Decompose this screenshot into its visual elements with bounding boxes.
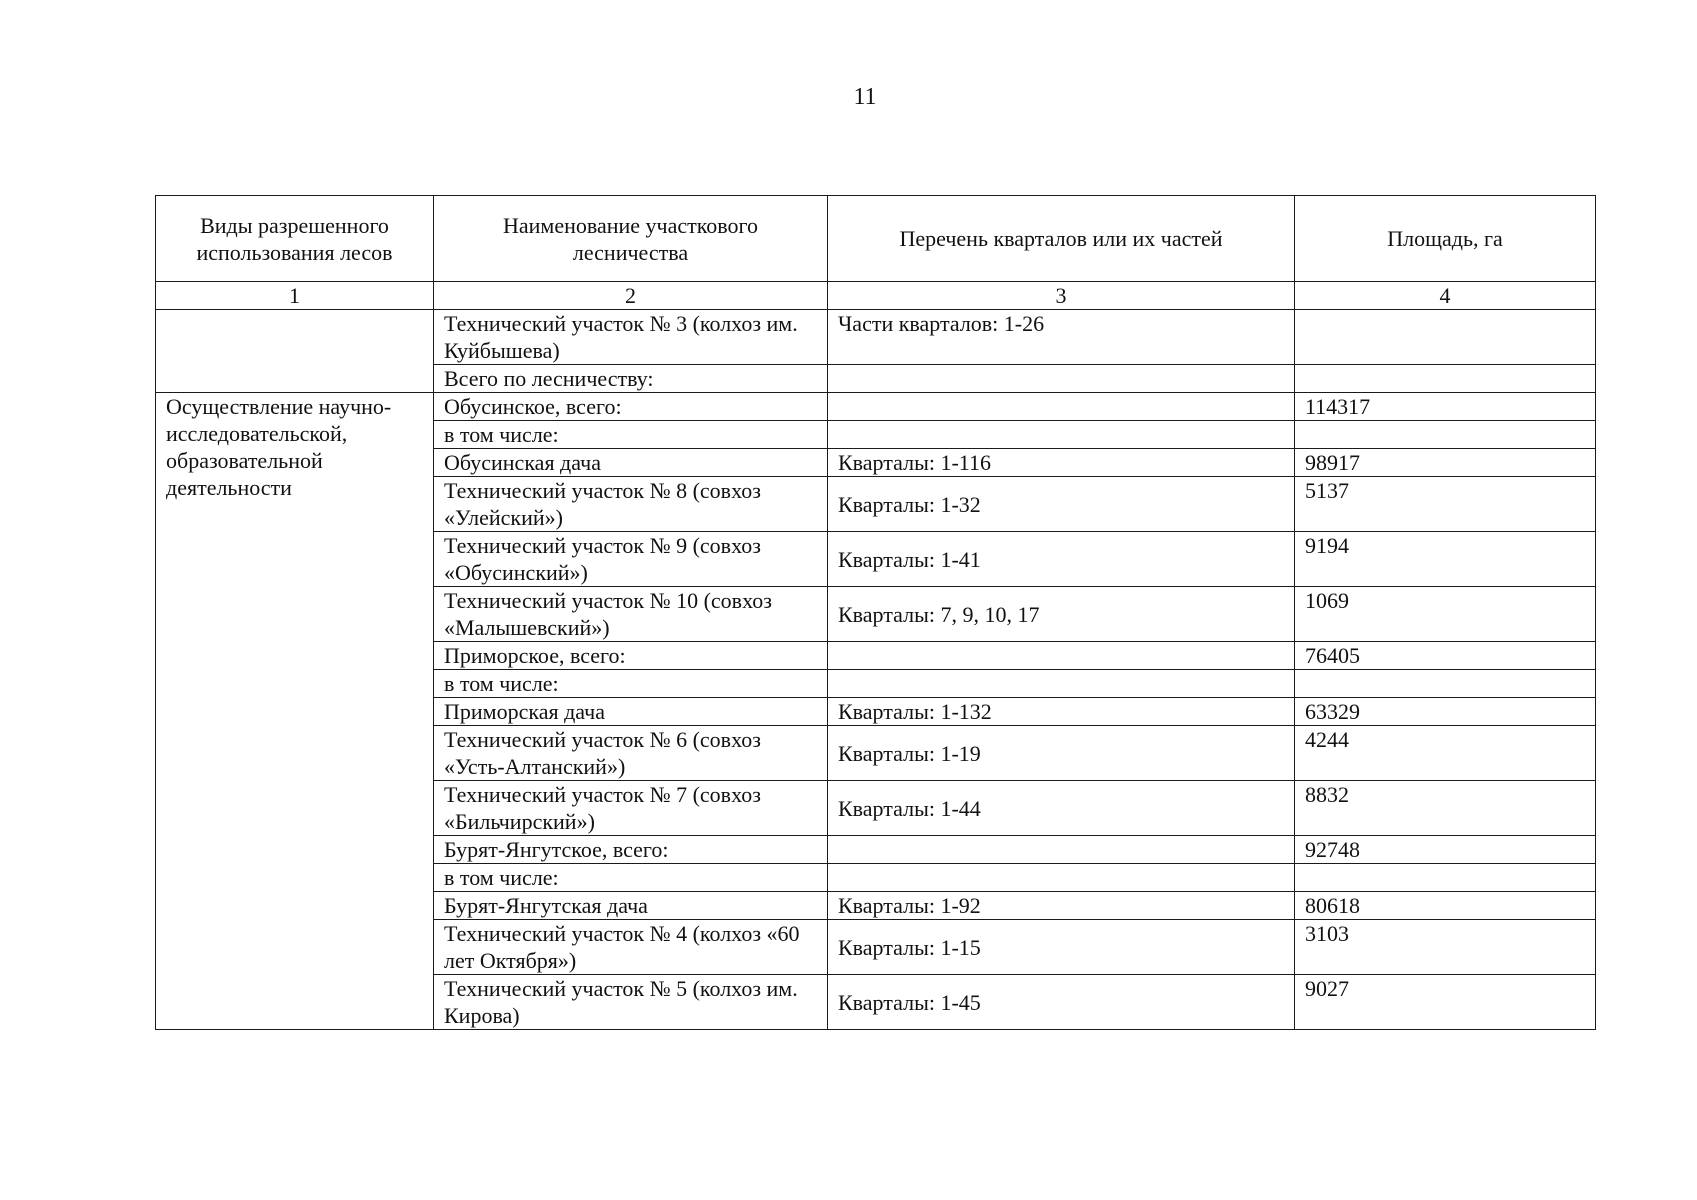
area-cell (1295, 421, 1596, 449)
forestry-name-cell: Бурят-Янгутское, всего: (434, 836, 828, 864)
area-cell: 80618 (1295, 892, 1596, 920)
quarters-cell: Кварталы: 1-92 (828, 892, 1295, 920)
forestry-name-cell: в том числе: (434, 670, 828, 698)
forestry-name-cell: в том числе: (434, 421, 828, 449)
area-cell: 63329 (1295, 698, 1596, 726)
header-usage-type: Виды разрешенного использования лесов (156, 196, 434, 282)
forestry-name-cell: Технический участок № 3 (колхоз им. Куйбышева) (434, 310, 828, 365)
quarters-cell: Кварталы: 1-19 (828, 726, 1295, 781)
area-cell (1295, 864, 1596, 892)
area-cell: 92748 (1295, 836, 1596, 864)
quarters-cell (828, 393, 1295, 421)
area-cell: 4244 (1295, 726, 1596, 781)
area-cell: 76405 (1295, 642, 1596, 670)
forestry-name-cell: Технический участок № 4 (колхоз «60 лет Октября») (434, 920, 828, 975)
table-header-row (156, 196, 1596, 282)
column-number: 3 (828, 282, 1295, 310)
area-cell (1295, 670, 1596, 698)
forestry-name-cell: Технический участок № 8 (совхоз «Улейский») (434, 477, 828, 532)
header-area: Площадь, га (1295, 196, 1596, 282)
quarters-cell: Части кварталов: 1-26 (828, 310, 1295, 365)
area-cell: 3103 (1295, 920, 1596, 975)
forestry-name-cell: Технический участок № 10 (совхоз «Малышевский») (434, 587, 828, 642)
quarters-cell: Кварталы: 1-45 (828, 975, 1295, 1030)
quarters-cell (828, 670, 1295, 698)
area-cell (1295, 310, 1596, 365)
quarters-cell (828, 642, 1295, 670)
quarters-cell (828, 421, 1295, 449)
column-number: 4 (1295, 282, 1596, 310)
usage-type-cell: Осуществление научно-исследовательской, образовательной деятельности (156, 393, 434, 1030)
usage-type-cell-empty (156, 310, 434, 393)
forestry-name-cell: Обусинское, всего: (434, 393, 828, 421)
area-cell: 98917 (1295, 449, 1596, 477)
header-forestry-name: Наименование участкового лесничества (434, 196, 828, 282)
quarters-cell: Кварталы: 1-32 (828, 477, 1295, 532)
column-number-row (156, 282, 1596, 310)
forestry-name-cell: Технический участок № 5 (колхоз им. Кирова) (434, 975, 828, 1030)
quarters-cell (828, 836, 1295, 864)
quarters-cell (828, 864, 1295, 892)
forestry-name-cell: Технический участок № 6 (совхоз «Усть-Алтанский») (434, 726, 828, 781)
area-cell: 9027 (1295, 975, 1596, 1030)
page-number: 11 (853, 84, 877, 110)
forestry-name-cell: Технический участок № 9 (совхоз «Обусинский») (434, 532, 828, 587)
forest-usage-table (155, 195, 1596, 1030)
area-cell: 114317 (1295, 393, 1596, 421)
header-quarters: Перечень кварталов или их частей (828, 196, 1295, 282)
area-cell: 8832 (1295, 781, 1596, 836)
area-cell (1295, 365, 1596, 393)
forestry-name-cell: Всего по лесничеству: (434, 365, 828, 393)
quarters-cell: Кварталы: 1-15 (828, 920, 1295, 975)
column-number: 1 (156, 282, 434, 310)
forestry-name-cell: Приморское, всего: (434, 642, 828, 670)
column-number: 2 (434, 282, 828, 310)
quarters-cell: Кварталы: 1-116 (828, 449, 1295, 477)
quarters-cell (828, 365, 1295, 393)
quarters-cell: Кварталы: 1-44 (828, 781, 1295, 836)
area-cell: 1069 (1295, 587, 1596, 642)
quarters-cell: Кварталы: 7, 9, 10, 17 (828, 587, 1295, 642)
quarters-cell: Кварталы: 1-132 (828, 698, 1295, 726)
forestry-name-cell: Обусинская дача (434, 449, 828, 477)
forestry-name-cell: Бурят-Янгутская дача (434, 892, 828, 920)
forestry-name-cell: Приморская дача (434, 698, 828, 726)
forestry-name-cell: в том числе: (434, 864, 828, 892)
table-row (156, 310, 1596, 365)
forestry-name-cell: Технический участок № 7 (совхоз «Бильчирский») (434, 781, 828, 836)
area-cell: 9194 (1295, 532, 1596, 587)
quarters-cell: Кварталы: 1-41 (828, 532, 1295, 587)
area-cell: 5137 (1295, 477, 1596, 532)
table-row (156, 393, 1596, 421)
